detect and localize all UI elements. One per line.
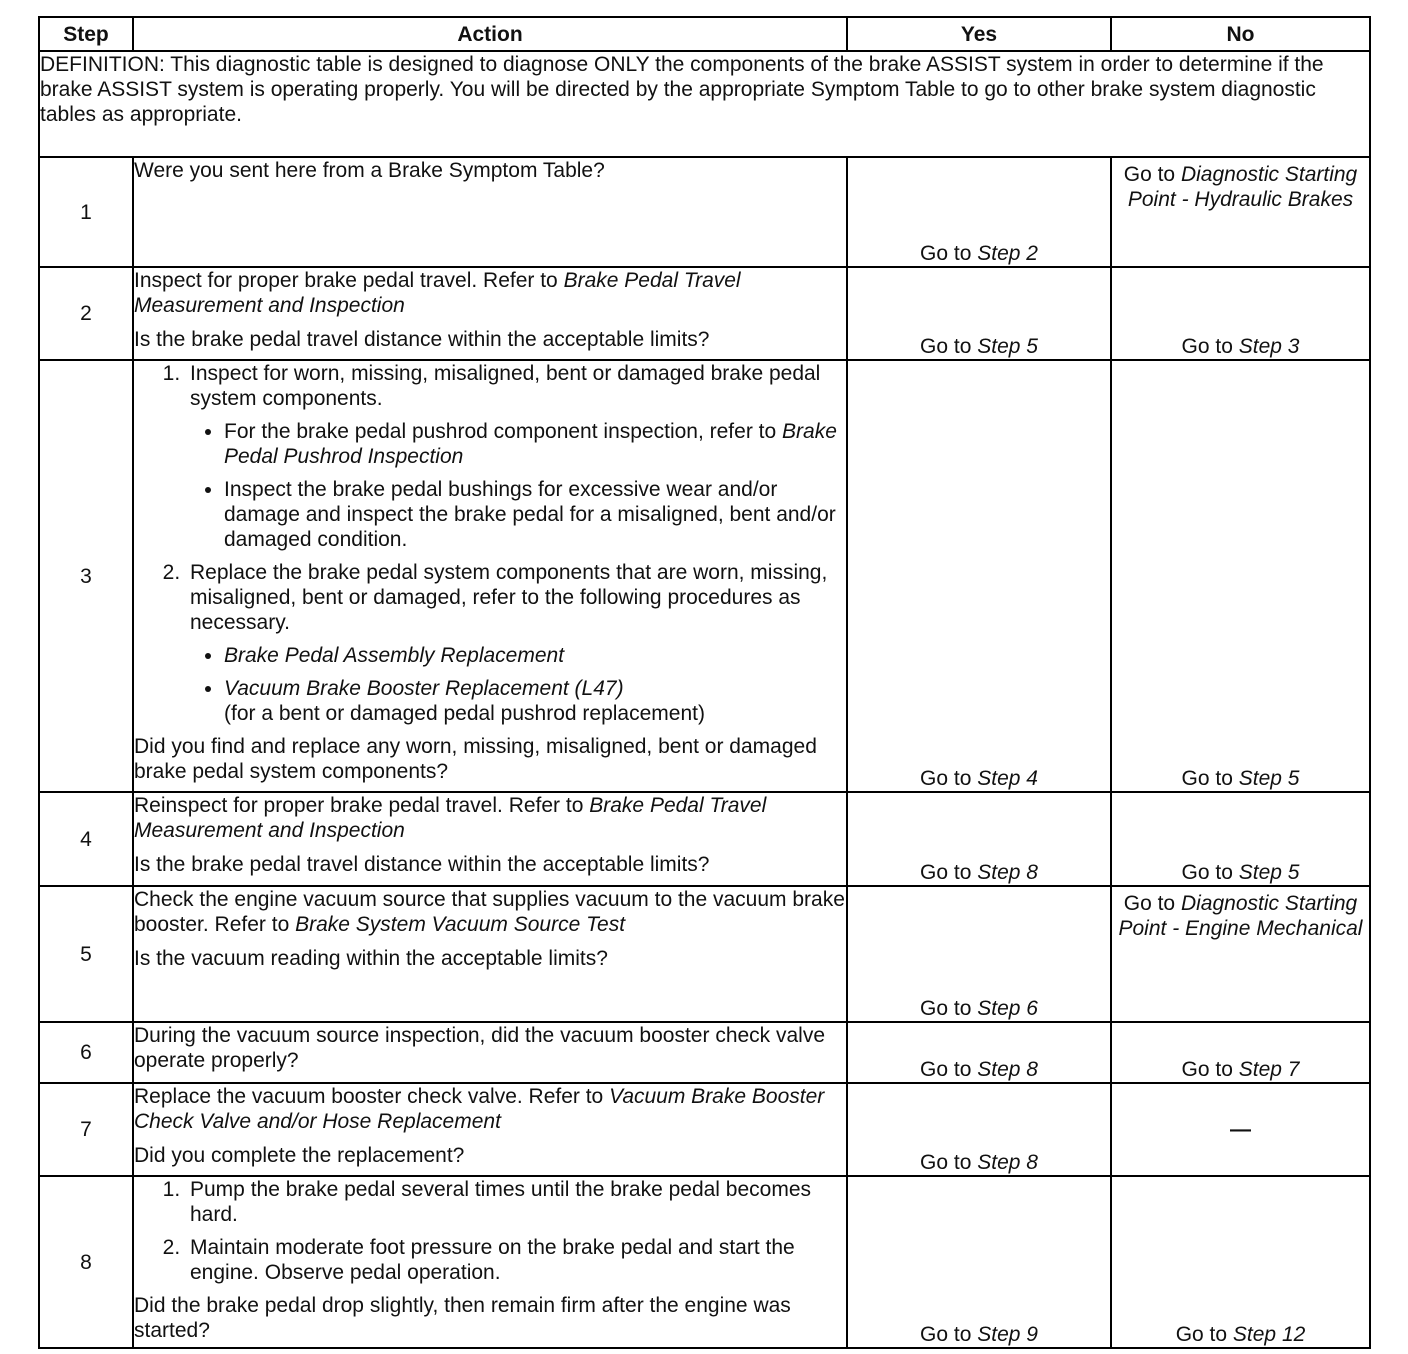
table-row xyxy=(39,157,1370,267)
procedure-link[interactable]: Brake System Vacuum Source Test xyxy=(295,913,626,936)
question-text: Is the brake pedal travel distance within the acceptable limits? xyxy=(134,328,710,351)
step-number: 1 xyxy=(39,157,133,267)
table-row xyxy=(39,360,1370,792)
no-step-link[interactable]: Step 5 xyxy=(1238,767,1300,790)
step-number: 8 xyxy=(39,1176,133,1348)
action-cell xyxy=(133,1176,847,1348)
action-cell xyxy=(133,157,847,267)
yes-step-link[interactable]: Step 2 xyxy=(977,242,1038,265)
procedure-link[interactable]: Brake Pedal Assembly Replacement xyxy=(224,644,565,667)
instruction-text: Check the engine vacuum source that supplies vacuum to the vacuum brake booster. Refer to Brake System Vacuum Source Test xyxy=(134,888,845,936)
no-step-link[interactable]: Step 5 xyxy=(1238,861,1300,884)
go-to-label: Go to xyxy=(1181,861,1233,884)
bullet-item: • For the brake pedal pushrod component inspection, refer to Brake Pedal Pushrod Inspection xyxy=(224,419,846,469)
bullet-item: • Inspect the brake pedal bushings for excessive wear and/or damage and inspect the brake pedal for a misaligned, bent and/or damaged condition. xyxy=(224,477,846,552)
procedure-list xyxy=(134,361,846,726)
step-number: 5 xyxy=(39,886,133,1022)
bullet-item xyxy=(224,643,846,668)
bullet-list xyxy=(190,419,846,552)
yes-step-link[interactable]: Step 6 xyxy=(977,997,1038,1020)
step-number: 4 xyxy=(39,792,133,886)
no-cell xyxy=(1111,1083,1370,1176)
go-to-label: Go to xyxy=(1181,767,1233,790)
action-cell xyxy=(133,267,847,360)
step-number: 6 xyxy=(39,1022,133,1083)
no-step-link[interactable]: Step 7 xyxy=(1238,1058,1300,1081)
yes-cell xyxy=(847,267,1111,360)
action-cell xyxy=(133,360,847,792)
procedure-link[interactable]: Vacuum Brake Booster Check Valve and/or Hose Replacement xyxy=(134,1085,825,1133)
procedure-item: 1. Inspect for worn, missing, misaligned, bent or damaged brake pedal system components. • For the brake pedal pushrod component inspection, refer to Brake Pedal Pushrod Inspection • Inspect the brake pedal bushings for excessive wear and/or damage and inspect the brake pedal for a misaligned, bent and/or damaged condition. xyxy=(186,361,846,552)
procedure-item: 1. Pump the brake pedal several times until the brake pedal becomes hard. xyxy=(186,1177,846,1227)
no-cell xyxy=(1111,1022,1370,1083)
question-text: Did you find and replace any worn, missing, misaligned, bent or damaged brake pedal system components? xyxy=(134,735,817,783)
yes-cell xyxy=(847,886,1111,1022)
procedure-link[interactable]: Vacuum Brake Booster Replacement (L47) xyxy=(224,677,624,700)
question-text: During the vacuum source inspection, did the vacuum booster check valve operate properly? xyxy=(134,1024,826,1072)
yes-step-link[interactable]: Step 4 xyxy=(977,767,1038,790)
no-cell xyxy=(1111,267,1370,360)
table-row xyxy=(39,1022,1370,1083)
go-to-label: Go to xyxy=(920,861,972,884)
go-to-label: Go to xyxy=(1181,335,1233,358)
question-text: Is the vacuum reading within the acceptable limits? xyxy=(134,947,608,970)
header-step: Step xyxy=(39,17,133,51)
bullet-list xyxy=(190,643,846,726)
go-to-label: Go to xyxy=(920,1323,972,1346)
instruction-text: Reinspect for proper brake pedal travel. Refer to Brake Pedal Travel Measurement and Inspection xyxy=(134,794,767,842)
table-row xyxy=(39,886,1370,1022)
yes-step-link[interactable]: Step 9 xyxy=(977,1323,1038,1346)
go-to-label: Go to xyxy=(1175,1323,1228,1346)
yes-step-link[interactable]: Step 8 xyxy=(977,1151,1038,1174)
yes-cell xyxy=(847,792,1111,886)
procedure-link[interactable]: Brake Pedal Travel Measurement and Inspection xyxy=(134,794,767,842)
instruction-text: Inspect for proper brake pedal travel. Refer to Brake Pedal Travel Measurement and Inspection xyxy=(134,269,741,317)
header-action: Action xyxy=(133,17,847,51)
yes-cell xyxy=(847,1022,1111,1083)
no-cell xyxy=(1111,157,1370,267)
procedure-item: 2. Maintain moderate foot pressure on the brake pedal and start the engine. Observe pedal operation. xyxy=(186,1235,846,1285)
step-number: 7 xyxy=(39,1083,133,1176)
yes-step-link[interactable]: Step 8 xyxy=(977,1058,1038,1081)
question-text: Did the brake pedal drop slightly, then remain firm after the engine was started? xyxy=(134,1294,791,1342)
yes-step-link[interactable]: Step 8 xyxy=(977,861,1038,884)
go-to-label: Go to xyxy=(920,767,972,790)
definition-text: DEFINITION: This diagnostic table is designed to diagnose ONLY the components of the brake ASSIST system in order to determine if the brake ASSIST system is operating properly. You will be directed by the appropriate Symptom Table to go to other brake system diagnostic tables as appropriate. xyxy=(39,51,1370,157)
procedure-list xyxy=(134,1177,846,1285)
no-cell xyxy=(1111,1176,1370,1348)
bullet-note: (for a bent or damaged pedal pushrod replacement) xyxy=(224,702,705,725)
no-step-link[interactable]: Diagnostic Starting Point - Hydraulic Brakes xyxy=(1127,163,1358,211)
definition-row xyxy=(39,51,1370,157)
go-to-label: Go to xyxy=(920,1151,972,1174)
procedure-link[interactable]: Brake Pedal Travel Measurement and Inspection xyxy=(134,269,741,317)
go-to-label: Go to xyxy=(920,1058,972,1081)
table-row xyxy=(39,1176,1370,1348)
bullet-item xyxy=(224,676,846,726)
no-cell xyxy=(1111,360,1370,792)
no-step-link[interactable]: Diagnostic Starting Point - Engine Mechanical xyxy=(1118,892,1363,940)
action-cell xyxy=(133,1022,847,1083)
yes-cell xyxy=(847,1176,1111,1348)
action-cell xyxy=(133,792,847,886)
yes-step-link[interactable]: Step 5 xyxy=(977,335,1038,358)
question-text: Were you sent here from a Brake Symptom Table? xyxy=(134,159,605,182)
no-value: — xyxy=(1230,1118,1251,1141)
yes-cell xyxy=(847,360,1111,792)
diagnostic-table xyxy=(38,16,1371,1349)
go-to-label: Go to xyxy=(1181,1058,1233,1081)
table-row xyxy=(39,267,1370,360)
question-text: Did you complete the replacement? xyxy=(134,1144,465,1167)
header-row xyxy=(39,17,1370,51)
yes-cell xyxy=(847,157,1111,267)
yes-cell xyxy=(847,1083,1111,1176)
no-cell xyxy=(1111,886,1370,1022)
step-number: 2 xyxy=(39,267,133,360)
procedure-item: 2. Replace the brake pedal system components that are worn, missing, misaligned, bent or damaged, refer to the following procedures as necessary. • Brake Pedal Assembly Replacement • Vacuum Brake Booster Replacement (L47) (for a bent or damaged pedal pushrod replacement) xyxy=(186,560,846,726)
no-step-link[interactable]: Step 12 xyxy=(1232,1323,1306,1346)
action-cell xyxy=(133,886,847,1022)
no-cell xyxy=(1111,792,1370,886)
table-row xyxy=(39,792,1370,886)
go-to-label: Go to xyxy=(1123,892,1176,915)
go-to-label: Go to xyxy=(920,242,972,265)
action-cell xyxy=(133,1083,847,1176)
no-step-link[interactable]: Step 3 xyxy=(1238,335,1300,358)
header-yes: Yes xyxy=(847,17,1111,51)
instruction-text: Replace the vacuum booster check valve. Refer to Vacuum Brake Booster Check Valve and/or Hose Replacement xyxy=(134,1085,825,1133)
go-to-label: Go to xyxy=(920,335,972,358)
procedure-link[interactable]: Brake Pedal Pushrod Inspection xyxy=(224,420,837,468)
go-to-label: Go to xyxy=(920,997,972,1020)
table-row xyxy=(39,1083,1370,1176)
header-no: No xyxy=(1111,17,1370,51)
step-number: 3 xyxy=(39,360,133,792)
question-text: Is the brake pedal travel distance within the acceptable limits? xyxy=(134,853,710,876)
go-to-label: Go to xyxy=(1123,163,1176,186)
